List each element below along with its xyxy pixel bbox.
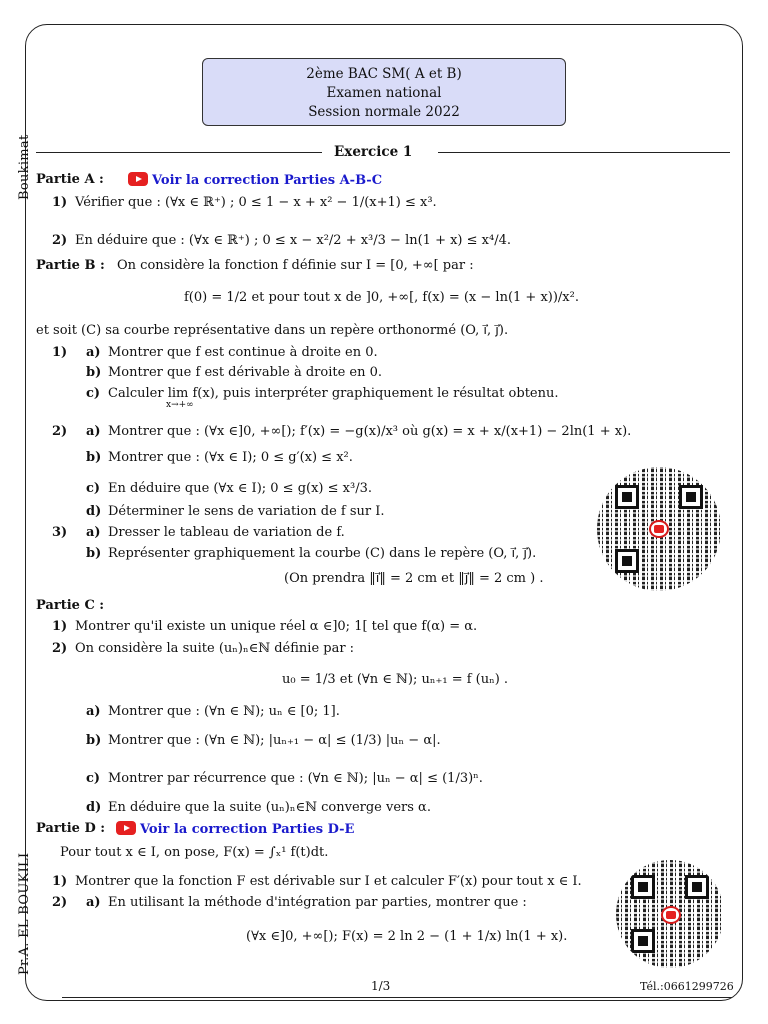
question-text: Calculer lim f(x), puis interpréter graphiquement le résultat obtenu. [108,386,559,401]
youtube-play-icon [128,172,148,186]
header-session: Session normale 2022 [308,104,460,120]
side-label-top: Boukimat [17,134,32,200]
header-box [202,58,566,126]
subquestion-letter: c) [86,386,101,401]
exercise-title: Exercice 1 [334,144,413,160]
part-b-label: Partie B : [36,258,105,273]
youtube-logo-icon [661,906,681,924]
question-text: En déduire que : (∀x ∈ ℝ⁺) ; 0 ≤ x − x²/2 + x³/3 − ln(1 + x) ≤ x⁴/4. [75,233,511,248]
question-number: 1) [52,619,68,634]
question-number: 1) [52,874,68,889]
qr-finder [631,875,655,899]
page-number: 1/3 [371,979,391,993]
question-text: Montrer que : (∀x ∈ I); 0 ≤ g′(x) ≤ x². [108,450,353,465]
qr-code-2[interactable] [616,860,724,968]
question-text: En déduire que (∀x ∈ I); 0 ≤ g(x) ≤ x³/3. [108,481,372,496]
integration-formula: (∀x ∈]0, +∞[); F(x) = 2 ln 2 − (1 + 1/x) ln(1 + x). [246,929,568,944]
part-b-intro: On considère la fonction f définie sur I = [0, +∞[ par : [117,258,474,273]
question-text: Montrer que f est continue à droite en 0. [108,345,378,360]
subquestion-letter: a) [86,424,101,439]
header-exam: Examen national [326,85,442,101]
qr-finder [679,485,703,509]
question-number: 2) [52,895,68,910]
qr-code-1[interactable] [597,467,721,591]
subquestion-letter: d) [86,504,102,519]
question-number: 3) [52,525,68,540]
question-text: Montrer que : (∀n ∈ ℕ); uₙ ∈ [0; 1]. [108,704,340,719]
integral-definition: Pour tout x ∈ I, on pose, F(x) = ∫ₓ¹ f(t)dt. [60,845,329,860]
question-number: 1) [52,195,68,210]
question-number: 2) [52,424,68,439]
question-text: En utilisant la méthode d'intégration par parties, montrer que : [108,895,527,910]
subquestion-letter: c) [86,771,101,786]
limit-subscript: x→+∞ [166,400,194,410]
question-text: Montrer que : (∀x ∈]0, +∞[); f′(x) = −g(x)/x³ où g(x) = x + x/(x+1) − 2ln(1 + x). [108,424,632,439]
question-text: Montrer par récurrence que : (∀n ∈ ℕ); |uₙ − α| ≤ (1/3)ⁿ. [108,771,483,786]
curve-definition: et soit (C) sa courbe représentative dans un repère orthonormé (O, i⃗, j⃗). [36,323,509,338]
question-text: Montrer que : (∀n ∈ ℕ); |uₙ₊₁ − α| ≤ (1/3) |uₙ − α|. [108,733,441,748]
qr-finder [615,549,639,573]
question-number: 2) [52,233,68,248]
qr-finder [615,485,639,509]
part-c-label: Partie C : [36,598,105,613]
subquestion-letter: d) [86,800,102,815]
subquestion-letter: a) [86,895,101,910]
subquestion-letter: a) [86,704,101,719]
question-text: Dresser le tableau de variation de f. [108,525,345,540]
function-definition: f(0) = 1/2 et pour tout x de ]0, +∞[, f(x) = (x − ln(1 + x))/x². [184,290,579,305]
unit-note: (On prendra ‖i⃗‖ = 2 cm et ‖j⃗‖ = 2 cm ) . [284,571,544,586]
question-text: Représenter graphiquement la courbe (C) dans le repère (O, i⃗, j⃗). [108,546,537,561]
subquestion-letter: a) [86,345,101,360]
question-number: 2) [52,641,68,656]
part-a-correction-link[interactable] [128,172,382,188]
subquestion-letter: b) [86,546,102,561]
question-text: Montrer qu'il existe un unique réel α ∈]0; 1[ tel que f(α) = α. [75,619,478,634]
subquestion-letter: a) [86,525,101,540]
youtube-logo-icon [649,520,669,538]
side-label-bottom: Pr.A. EL BOUKILI [17,852,32,975]
divider-right [438,152,730,153]
link-text: Voir la correction Parties A-B-C [152,173,383,188]
question-text: On considère la suite (uₙ)ₙ∈ℕ définie par : [75,641,355,656]
header-class: 2ème BAC SM( A et B) [306,66,462,82]
youtube-play-icon [116,821,136,835]
subquestion-letter: b) [86,733,102,748]
link-text: Voir la correction Parties D-E [140,822,355,837]
question-text: Déterminer le sens de variation de f sur I. [108,504,385,519]
part-a-label: Partie A : [36,172,104,187]
subquestion-letter: c) [86,481,101,496]
part-d-correction-link[interactable] [116,821,354,837]
subquestion-letter: b) [86,365,102,380]
subquestion-letter: b) [86,450,102,465]
footer-divider [62,997,732,998]
question-text: En déduire que la suite (uₙ)ₙ∈ℕ converge vers α. [108,800,431,815]
phone-number: Tél.:0661299726 [640,980,734,993]
question-text: Montrer que la fonction F est dérivable sur I et calculer F′(x) pour tout x ∈ I. [75,874,582,889]
question-number: 1) [52,345,68,360]
qr-finder [685,875,709,899]
part-d-label: Partie D : [36,821,106,836]
question-text: Montrer que f est dérivable à droite en 0. [108,365,383,380]
sequence-definition: u₀ = 1/3 et (∀n ∈ ℕ); uₙ₊₁ = f (uₙ) . [282,672,509,687]
exercise-heading [36,142,730,162]
qr-finder [631,929,655,953]
question-text: Vérifier que : (∀x ∈ ℝ⁺) ; 0 ≤ 1 − x + x² − 1/(x+1) ≤ x³. [75,195,437,210]
divider-left [36,152,322,153]
